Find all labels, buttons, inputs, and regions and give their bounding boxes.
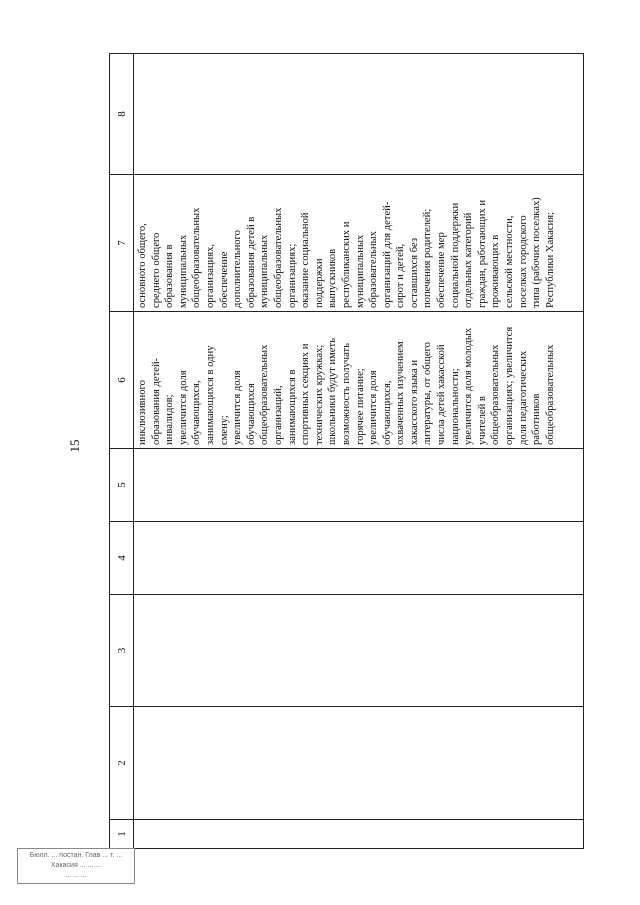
- cell-col-6-expected-results: инклюзивного образования детей- инвалидов; увеличится доля обучающихся, занимающихся в одну смену; увеличится доля обучающихся общеобразовательных организаций, занимающихся в спортивных секциях и технических кружках; школьники будут иметь возможность получать горячее питание; увеличится доля обучающихся, охваченных изучением хакасского языка и литературы, от общего числа детей хакасской национальности; увеличится доля молодых учителей в общеобразовательных организациях; увеличится доля педагогических работников общеобразовательных: [134, 312, 584, 449]
- stamp-line-2: Хакасия ... ... ...: [50, 862, 102, 869]
- cell-col-7-measures: основного общего, среднего общего образования в муниципальных общеобразовательных организациях, обеспечение дополнительного образования детей в муниципальных общеобразовательных организациях; оказание социальной поддержки выпускников республиканских и муниципальных образовательных организаций для детей- сирот и детей, оставшихся без попечения родителей; обеспечение мер социальной поддержки отдельных категорий граждан, работающих и проживающих в сельской местности, поселках городского типа (рабочих поселках) Республики Хакасия;: [134, 175, 584, 312]
- cell-col-8: [134, 54, 584, 175]
- stamp-line-3: ... ... ...: [65, 872, 87, 879]
- stamp-line-1: Бюлл. ... постан. Глав ... т. ...: [29, 852, 123, 859]
- column-header-3: 3: [110, 595, 134, 707]
- column-header-6: 6: [110, 312, 134, 449]
- column-header-7: 7: [110, 175, 134, 312]
- column-header-1: 1: [110, 820, 134, 849]
- cell-col-2: [134, 707, 584, 820]
- stamp: [17, 848, 135, 884]
- document-table: [109, 53, 584, 849]
- table-header-row: [110, 54, 134, 849]
- cell-col-1: [134, 820, 584, 849]
- column-header-5: 5: [110, 449, 134, 522]
- cell-col-5: [134, 449, 584, 522]
- column-header-8: 8: [110, 54, 134, 175]
- rotated-table-container: [109, 54, 584, 849]
- table-row: [134, 54, 584, 849]
- column-header-2: 2: [110, 707, 134, 820]
- page-number: 15: [67, 439, 82, 453]
- column-header-4: 4: [110, 522, 134, 595]
- cell-col-4: [134, 522, 584, 595]
- cell-col-3: [134, 595, 584, 707]
